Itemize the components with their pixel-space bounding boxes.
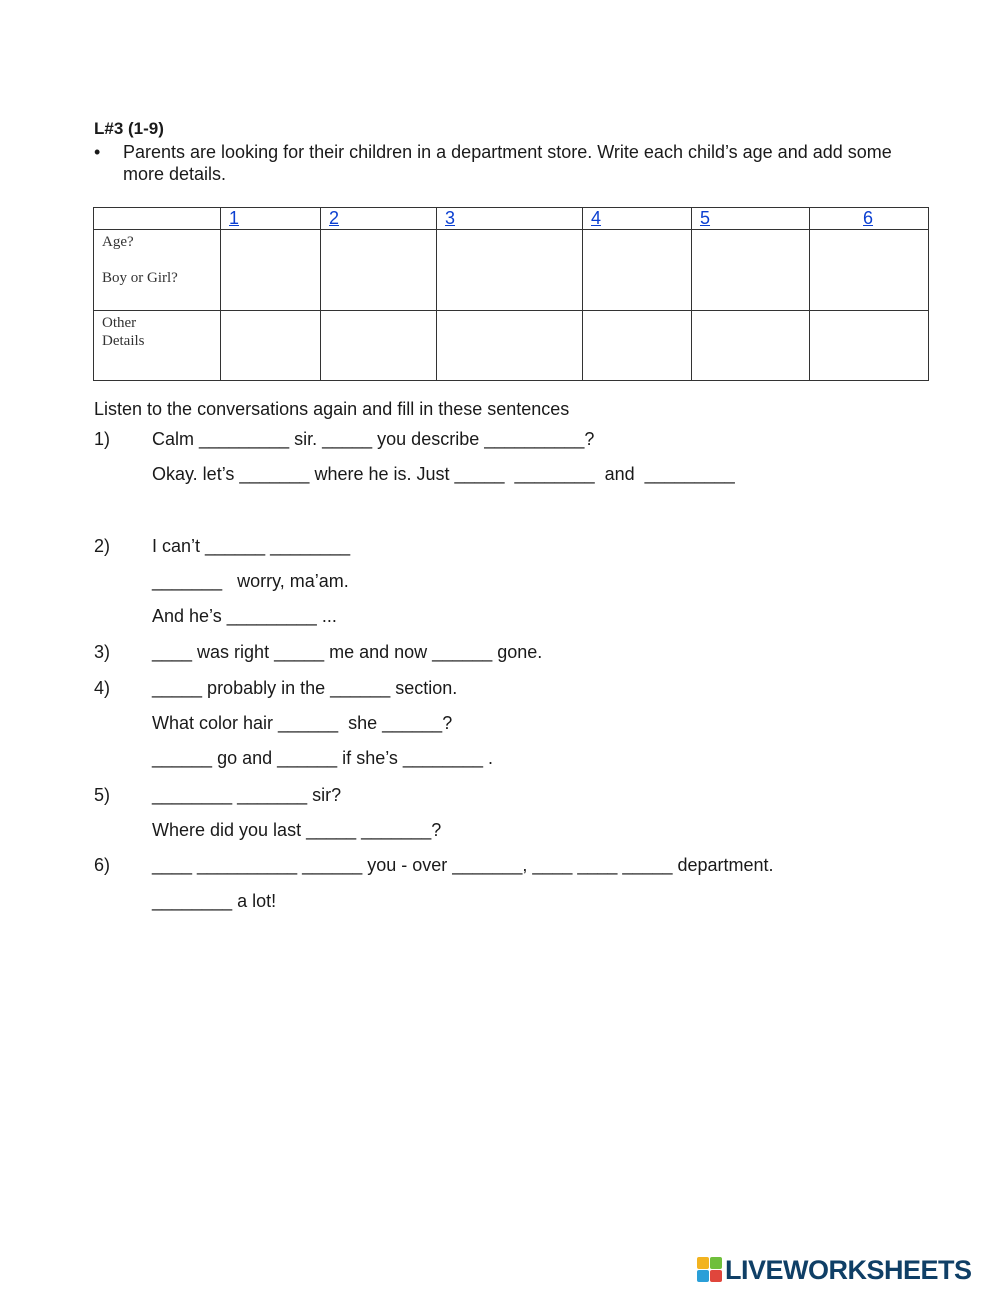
sentence-line: ____ was right _____ me and now ______ gone. — [152, 642, 543, 662]
answer-cell[interactable] — [221, 230, 321, 311]
item-number: 3) — [94, 642, 111, 662]
column-link[interactable]: 3 — [445, 208, 456, 228]
answer-cell[interactable] — [692, 230, 810, 311]
bullet-icon: • — [94, 142, 101, 162]
sentence-line: _____ probably in the ______ section. — [152, 678, 458, 698]
logo-block — [697, 1257, 709, 1269]
answer-cell[interactable] — [692, 311, 810, 381]
logo-blocks-icon — [697, 1257, 723, 1283]
answer-cell[interactable] — [437, 311, 583, 381]
logo-block — [710, 1270, 722, 1282]
table-header-row — [94, 208, 929, 230]
column-header — [321, 208, 437, 230]
logo-text: LIVEWORKSHEETS — [725, 1254, 972, 1285]
table-row — [94, 311, 929, 381]
item-number: 2) — [94, 536, 111, 556]
logo-block — [710, 1257, 722, 1269]
column-header — [692, 208, 810, 230]
table-corner-cell — [94, 208, 221, 230]
answer-cell[interactable] — [810, 311, 929, 381]
children-details-table — [93, 207, 929, 381]
answer-cell[interactable] — [437, 230, 583, 311]
answer-cell[interactable] — [321, 311, 437, 381]
task-instruction — [94, 141, 924, 185]
liveworksheets-logo — [697, 1255, 972, 1285]
sentence-line: ________ _______ sir? — [152, 785, 342, 805]
sentence-line: _______ worry, ma’am. — [152, 571, 349, 591]
column-header — [810, 208, 929, 230]
item-number: 6) — [94, 855, 111, 875]
task-text: Parents are looking for their children in a department store. Write each child’s age and add some more details. — [123, 142, 892, 184]
logo-block — [697, 1270, 709, 1282]
column-link[interactable]: 2 — [329, 208, 340, 228]
column-header — [583, 208, 692, 230]
answer-cell[interactable] — [810, 230, 929, 311]
row-label: Age? Boy or Girl? — [94, 230, 221, 311]
answer-cell[interactable] — [583, 311, 692, 381]
column-link[interactable]: 1 — [229, 208, 240, 228]
worksheet-heading: L#3 (1-9) — [94, 119, 164, 138]
item-number: 4) — [94, 678, 111, 698]
column-header — [437, 208, 583, 230]
column-header — [221, 208, 321, 230]
sentence-line: And he’s _________ ... — [152, 606, 337, 626]
answer-cell[interactable] — [321, 230, 437, 311]
sentence-line: ____ __________ ______ you - over _______, ____ ____ _____ department. — [152, 855, 774, 875]
sentence-line: Calm _________ sir. _____ you describe __________? — [152, 429, 595, 449]
item-number: 1) — [94, 429, 111, 449]
sentence-line: Okay. let’s _______ where he is. Just _____ ________ and _________ — [152, 464, 735, 484]
exercise-instructions: Listen to the conversations again and fill in these sentences — [94, 399, 570, 419]
answer-cell[interactable] — [221, 311, 321, 381]
table-row — [94, 230, 929, 311]
sentence-line: ________ a lot! — [152, 891, 277, 911]
row-label: Other Details — [94, 311, 221, 381]
sentence-line: Where did you last _____ _______? — [152, 820, 442, 840]
item-number: 5) — [94, 785, 111, 805]
column-link[interactable]: 5 — [700, 208, 711, 228]
sentence-line: What color hair ______ she ______? — [152, 713, 453, 733]
sentence-line: ______ go and ______ if she’s ________ . — [152, 748, 493, 768]
column-link[interactable]: 6 — [863, 208, 874, 228]
answer-cell[interactable] — [583, 230, 692, 311]
sentence-line: I can’t ______ ________ — [152, 536, 351, 556]
column-link[interactable]: 4 — [591, 208, 602, 228]
